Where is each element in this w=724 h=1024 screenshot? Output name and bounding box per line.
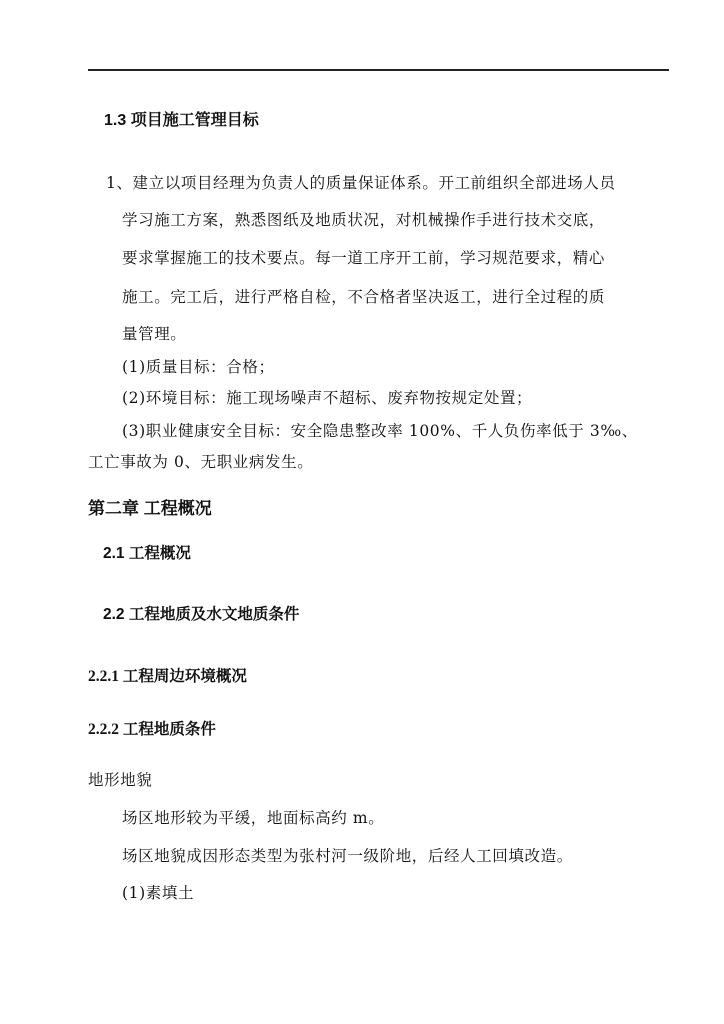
target-safety: (3)职业健康安全目标：安全隐患整改率 100%、千人负伤率低于 3‰、 [122, 422, 638, 440]
header-rule [88, 69, 669, 71]
item1-line-1: 1、建立以项目经理为负责人的质量保证体系。开工前组织全部进场人员 [106, 174, 616, 192]
target-environment: (2)环境目标：施工现场噪声不超标、废弃物按规定处置； [122, 389, 533, 407]
section-1-3-title: 1.3 项目施工管理目标 [104, 112, 259, 129]
section-2-2-1-title: 2.2.1 工程周边环境概况 [88, 668, 247, 685]
section-2-2-title: 2.2 工程地质及水文地质条件 [103, 606, 300, 623]
item1-line-4: 施工。完工后，进行严格自检，不合格者坚决返工，进行全过程的质 [122, 288, 606, 306]
terrain-heading: 地形地貌 [88, 771, 153, 789]
terrain-line-3: (1)素填土 [122, 884, 195, 902]
item1-line-5: 量管理。 [122, 325, 187, 343]
target-safety-continuation: 工亡事故为 0、无职业病发生。 [88, 453, 314, 471]
item1-line-2: 学习施工方案，熟悉图纸及地质状况，对机械操作手进行技术交底， [122, 211, 606, 229]
terrain-line-2: 场区地貌成因形态类型为张村河一级阶地，后经人工回填改造。 [122, 847, 573, 865]
section-2-1-title: 2.1 工程概况 [103, 545, 191, 562]
terrain-line-1: 场区地形较为平缓，地面标高约 m。 [122, 809, 385, 827]
section-2-2-2-title: 2.2.2 工程地质条件 [88, 721, 216, 738]
item1-line-3: 要求掌握施工的技术要点。每一道工序开工前，学习规范要求，精心 [122, 249, 606, 267]
target-quality: (1)质量目标：合格； [122, 358, 275, 376]
chapter-2-title: 第二章 工程概况 [88, 499, 212, 518]
